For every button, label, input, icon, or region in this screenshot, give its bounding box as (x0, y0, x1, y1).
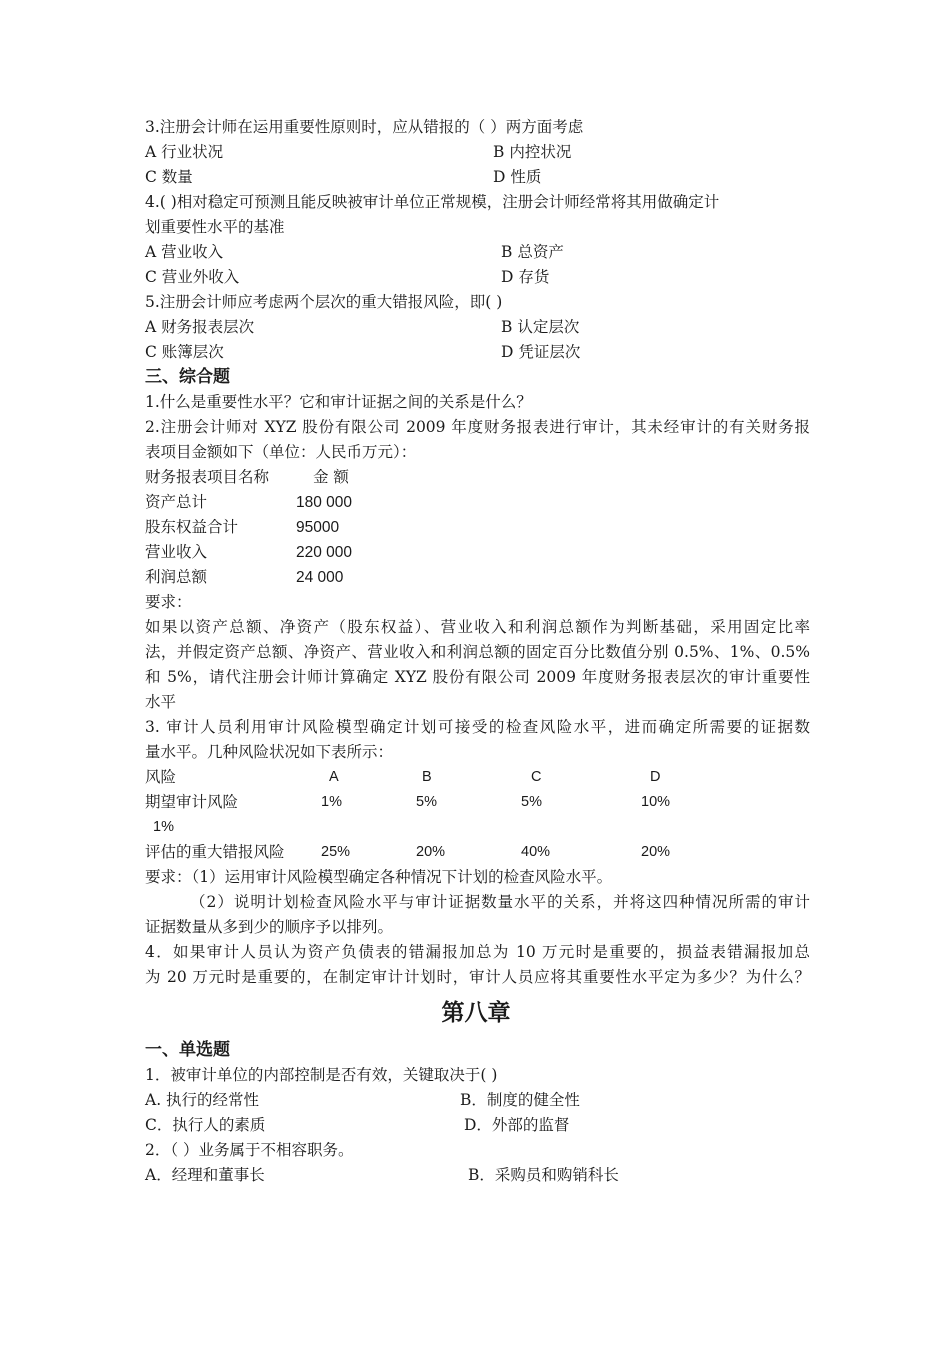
row-amount: 180 000 (296, 494, 353, 511)
question-3-options-row1 (145, 140, 810, 165)
option-b: B．采购员和购销科长 (468, 1166, 619, 1184)
risk-header-a: A (329, 769, 339, 785)
risk-cell: 1% (321, 794, 342, 810)
chapter8-question-2-stem: 2．（ ）业务属于不相容职务。 (145, 1141, 354, 1159)
comprehensive-question-4-line2: 为 20 万元时是重要的，在制定审计计划时，审计人员应将其重要性水平定为多少？为什么？ (145, 968, 810, 986)
table-row (145, 540, 810, 565)
chapter-title: 第八章 (441, 999, 511, 1026)
comprehensive-question-4-line1: 4．如果审计人员认为资产负债表的错漏报加总为 10 万元时是重要的，损益表错漏报加总 (145, 943, 810, 961)
risk-cell: 5% (416, 794, 437, 810)
table-row (145, 565, 810, 590)
header-amount: 金 额 (313, 468, 349, 486)
risk-cell: 20% (641, 844, 671, 860)
option-c: C 数量 (145, 168, 193, 186)
risk-header-d: D (650, 769, 661, 785)
requirement-line1: 如果以资产总额、净资产（股东权益）、营业收入和利润总额作为判断基础，采用固定比率 (145, 618, 810, 636)
comprehensive-question-2-line1: 2.注册会计师对 XYZ 股份有限公司 2009 年度财务报表进行审计，其未经审计的有关财务报 (145, 418, 810, 436)
row-amount: 220 000 (296, 544, 353, 561)
risk-header-b: B (422, 769, 432, 785)
comprehensive-question-3-line1: 3. 审计人员利用审计风险模型确定计划可接受的检查风险水平，进而确定所需要的证据数 (145, 718, 810, 736)
option-b: B 认定层次 (501, 318, 580, 336)
chapter8-question-2-options-row1 (145, 1163, 810, 1188)
option-d: D 存货 (501, 268, 550, 286)
option-a: A 营业收入 (145, 243, 224, 261)
option-b: B 内控状况 (493, 143, 572, 161)
comprehensive-question-3-line2: 量水平。几种风险状况如下表所示： (145, 743, 394, 761)
chapter8-question-1-stem: 1．被审计单位的内部控制是否有效，关键取决于( ) (145, 1066, 498, 1084)
chapter8-question-1-options-row2 (145, 1113, 810, 1138)
question-3-requirement-2-line2: 证据数量从多到少的顺序予以排列。 (145, 918, 394, 936)
risk-row-label: 期望审计风险 (145, 793, 239, 811)
question-3-stem: 3.注册会计师在运用重要性原则时，应从错报的（ ）两方面考虑 (145, 118, 584, 136)
option-d: D 凭证层次 (501, 343, 581, 361)
risk-cell: 40% (521, 844, 551, 860)
question-3-options-row2 (145, 165, 810, 190)
option-d: D 性质 (493, 168, 542, 186)
requirement-line4: 水平 (145, 693, 177, 711)
option-a: A 行业状况 (145, 143, 224, 161)
comprehensive-question-2-line2: 表项目金额如下（单位：人民币万元）： (145, 443, 417, 461)
risk-row-label: 评估的重大错报风险 (145, 843, 285, 861)
risk-row-wrap: 1% (153, 819, 174, 835)
question-4-options-row2 (145, 265, 810, 290)
row-name: 股东权益合计 (145, 518, 239, 536)
risk-cell: 20% (416, 844, 446, 860)
option-a: A. 执行的经常性 (145, 1091, 260, 1109)
option-b: B．制度的健全性 (460, 1091, 580, 1109)
requirement-line3: 和 5%，请代注册会计师计算确定 XYZ 股份有限公司 2009 年度财务报表层次的审计重要性 (145, 668, 810, 686)
amount-table-header (145, 465, 810, 490)
section-heading-single-choice: 一、单选题 (145, 1040, 230, 1060)
header-item-name: 财务报表项目名称 (145, 468, 270, 486)
question-4-stem-line2: 划重要性水平的基准 (145, 218, 285, 236)
risk-header-c: C (531, 769, 542, 785)
row-name: 资产总计 (145, 493, 208, 511)
option-a: A．经理和董事长 (145, 1166, 265, 1184)
question-5-stem: 5.注册会计师应考虑两个层次的重大错报风险，即( ) (145, 293, 503, 311)
question-4-stem-line1: 4.( )相对稳定可预测且能反映被审计单位正常规模，注册会计师经常将其用做确定计 (145, 193, 720, 211)
row-name: 营业收入 (145, 543, 208, 561)
chapter8-question-1-options-row1 (145, 1088, 810, 1113)
comprehensive-question-1: 1.什么是重要性水平？它和审计证据之间的关系是什么？ (145, 393, 532, 411)
question-5-options-row2 (145, 340, 810, 365)
option-b: B 总资产 (501, 243, 564, 261)
table-row (145, 490, 810, 515)
requirement-label: 要求： (145, 593, 192, 611)
option-c: C．执行人的素质 (145, 1116, 266, 1134)
option-d: D．外部的监督 (464, 1116, 570, 1134)
option-a: A 财务报表层次 (145, 318, 255, 336)
risk-cell: 25% (321, 844, 351, 860)
risk-cell: 5% (521, 794, 542, 810)
row-name: 利润总额 (145, 568, 208, 586)
question-3-requirement-2-line1: （2）说明计划检查风险水平与审计证据数量水平的关系，并将这四种情况所需的审计 (190, 893, 810, 911)
question-3-requirement-1: 要求：（1）运用审计风险模型确定各种情况下计划的检查风险水平。 (145, 868, 613, 886)
question-4-options-row1 (145, 240, 810, 265)
table-row (145, 515, 810, 540)
requirement-line2: 法，并假定资产总额、净资产、营业收入和利润总额的固定百分比数值分别 0.5%、1%、0.5% (145, 643, 810, 661)
section-heading-comprehensive: 三、综合题 (145, 367, 230, 387)
risk-header-label: 风险 (145, 768, 177, 786)
option-c: C 账簿层次 (145, 343, 224, 361)
row-amount: 95000 (296, 519, 340, 536)
risk-cell: 10% (641, 794, 671, 810)
option-c: C 营业外收入 (145, 268, 240, 286)
row-amount: 24 000 (296, 569, 344, 586)
question-5-options-row1 (145, 315, 810, 340)
